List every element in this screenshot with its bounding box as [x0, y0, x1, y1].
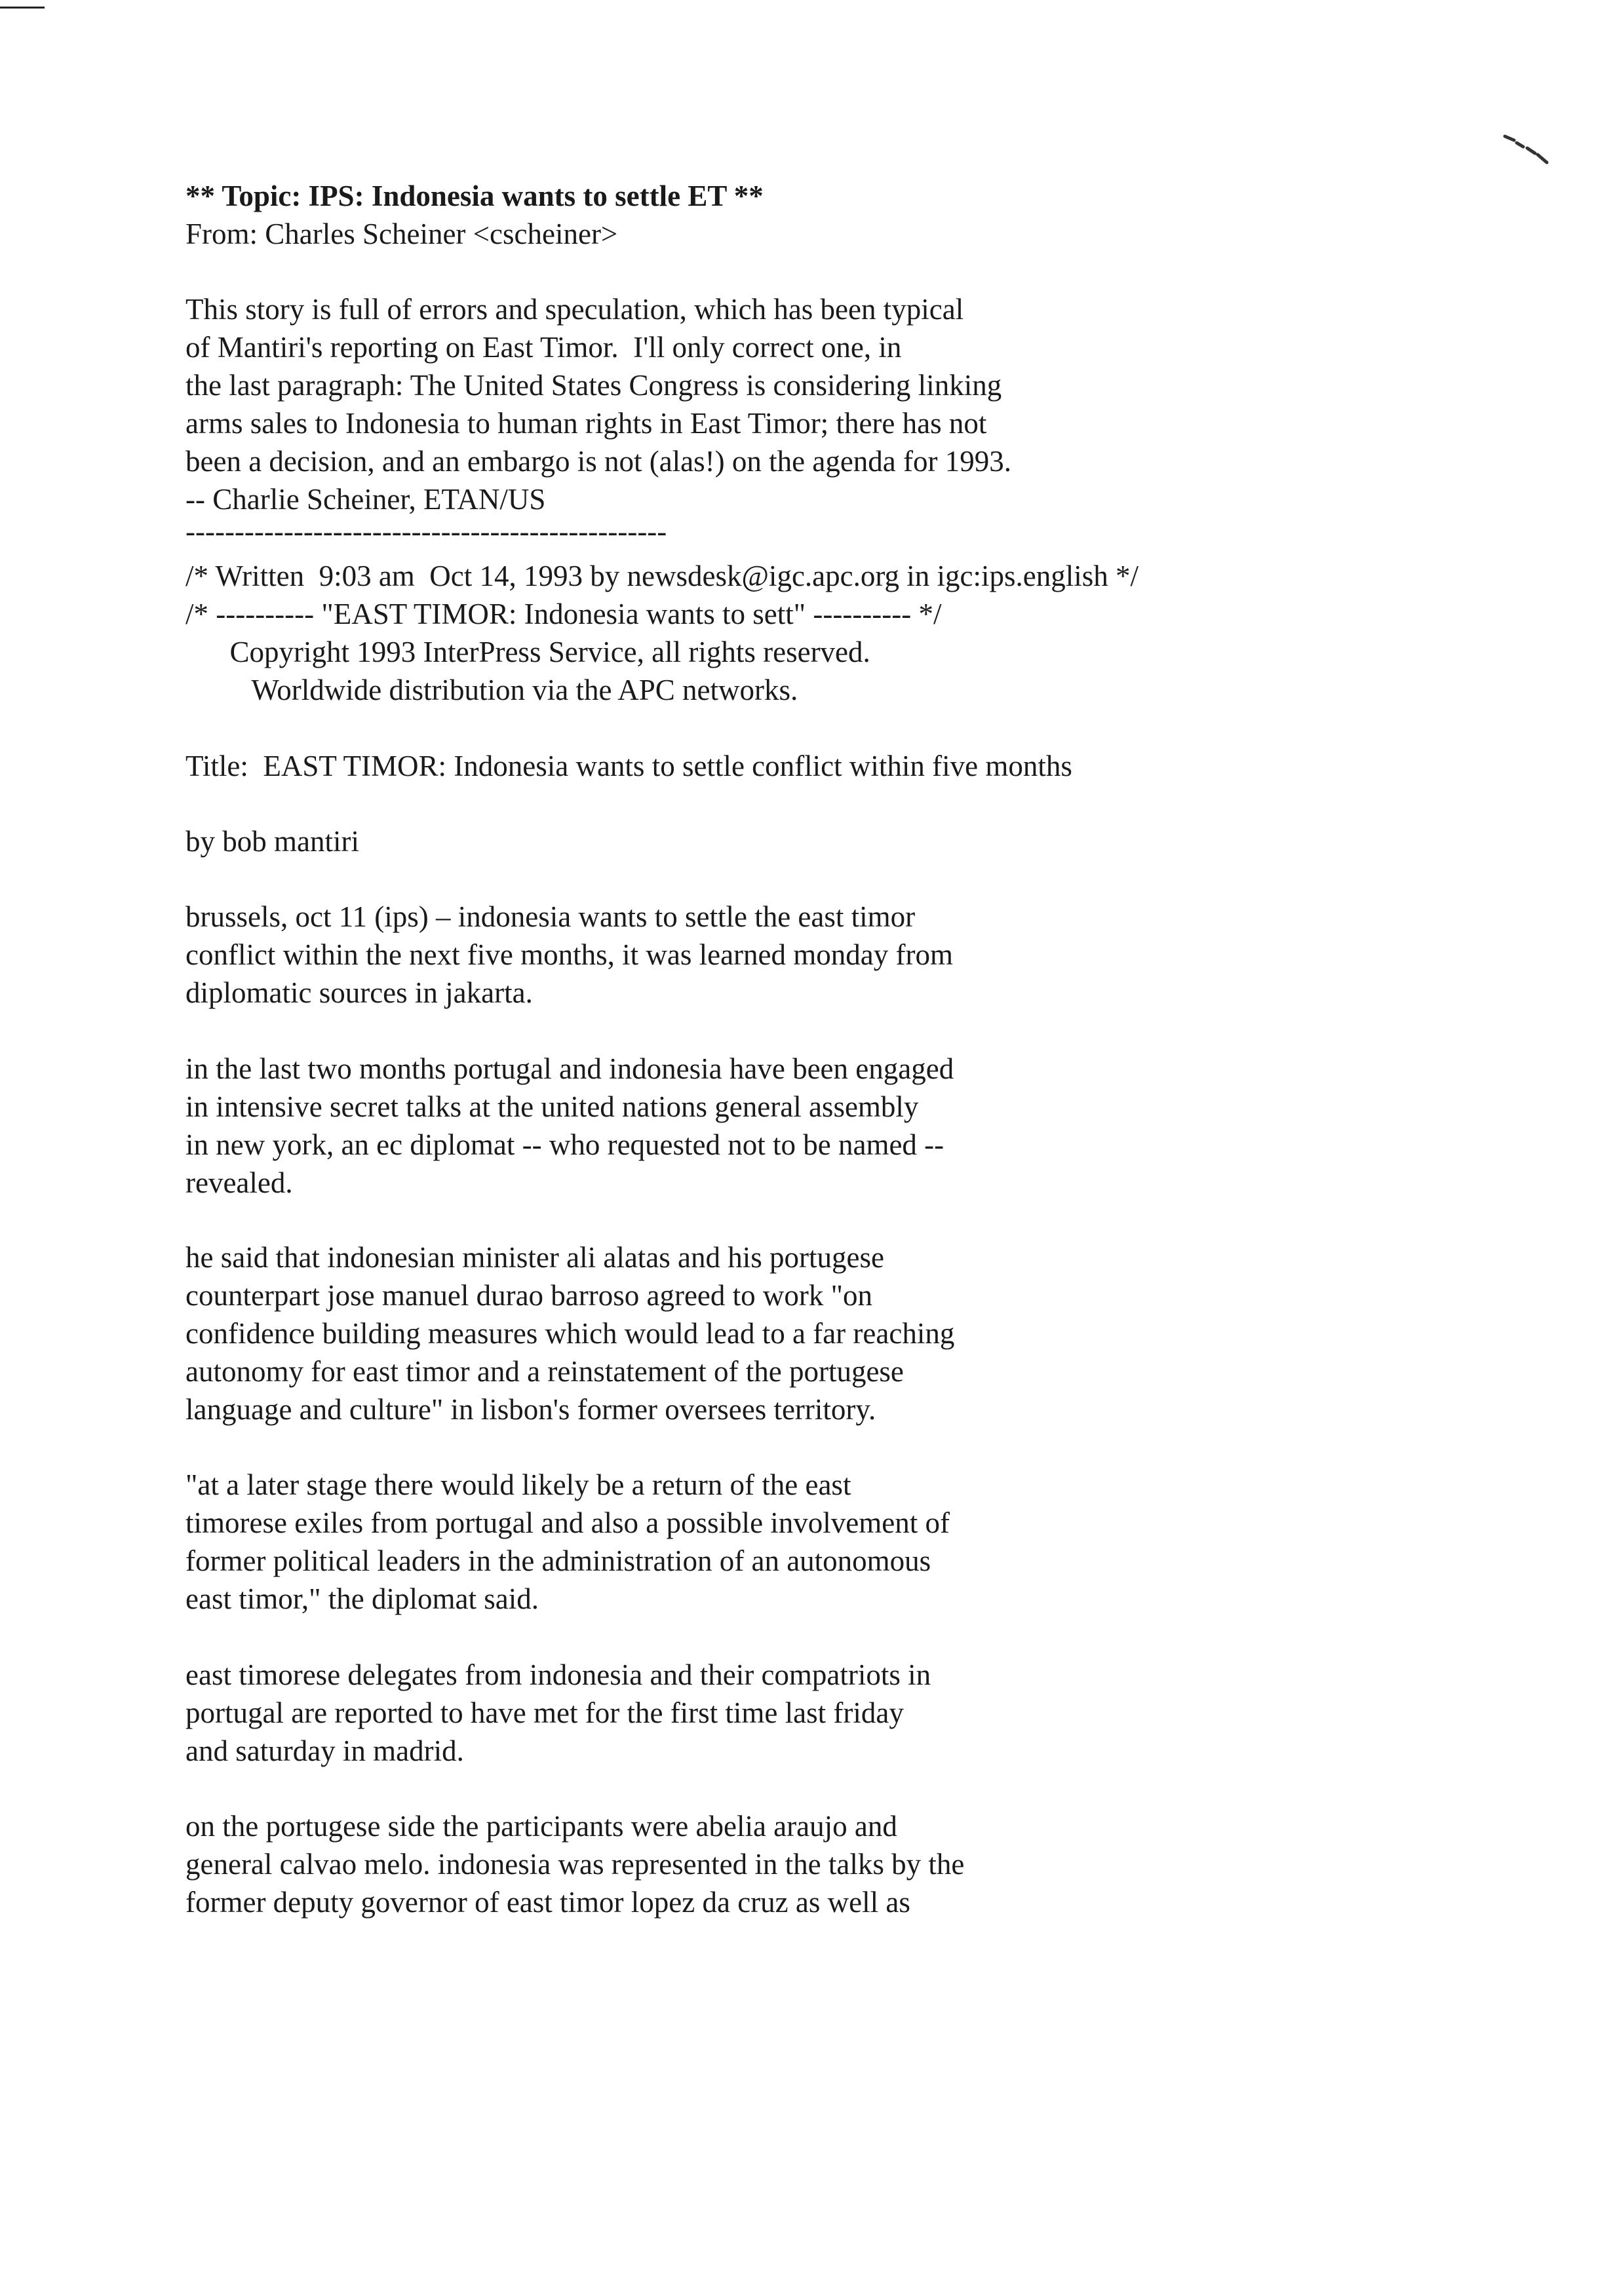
body-line: timorese exiles from portugal and also a possible involvement of — [185, 1506, 950, 1539]
intro-line: been a decision, and an embargo is not (alas!) on the agenda for 1993. — [185, 445, 1011, 478]
body-line: he said that indonesian minister ali alatas and his portugese — [185, 1241, 884, 1274]
body-line: on the portugese side the participants were abelia araujo and — [185, 1810, 897, 1843]
body-line: portugal are reported to have met for the first time last friday — [185, 1696, 904, 1729]
body-line: in new york, an ec diplomat -- who requested not to be named -- — [185, 1128, 944, 1161]
body-line: former political leaders in the administration of an autonomous — [185, 1544, 931, 1577]
signature-line: -- Charlie Scheiner, ETAN/US — [185, 483, 546, 516]
byline: by bob mantiri — [185, 825, 359, 858]
body-line: in intensive secret talks at the united nations general assembly — [185, 1090, 919, 1123]
meta-line: /* Written 9:03 am Oct 14, 1993 by newsdesk@igc.apc.org in igc:ips.english */ — [185, 560, 1139, 592]
body-line: confidence building measures which would lead to a far reaching — [185, 1317, 955, 1350]
body-line: general calvao melo. indonesia was represented in the talks by the — [185, 1848, 965, 1881]
body-line: counterpart jose manuel durao barroso agreed to work "on — [185, 1279, 873, 1312]
body-line: former deputy governor of east timor lopez da cruz as well as — [185, 1886, 910, 1919]
topic-heading: ** Topic: IPS: Indonesia wants to settle ET ** — [185, 180, 764, 212]
from-line: From: Charles Scheiner <cscheiner> — [185, 218, 618, 250]
intro-line: arms sales to Indonesia to human rights in East Timor; there has not — [185, 407, 987, 440]
body-line: autonomy for east timor and a reinstatement of the portugese — [185, 1355, 904, 1388]
intro-line: of Mantiri's reporting on East Timor. I'll only correct one, in — [185, 331, 902, 364]
intro-line: the last paragraph: The United States Congress is considering linking — [185, 369, 1002, 402]
article-title: Title: EAST TIMOR: Indonesia wants to settle conflict within five months — [185, 750, 1072, 782]
body-line: brussels, oct 11 (ips) – indonesia wants to settle the east timor — [185, 900, 916, 933]
intro-line: This story is full of errors and speculation, which has been typical — [185, 293, 964, 326]
body-line: east timor," the diplomat said. — [185, 1582, 539, 1615]
body-line: east timorese delegates from indonesia and their compatriots in — [185, 1658, 931, 1691]
meta-line: /* ---------- "EAST TIMOR: Indonesia wants to sett" ---------- */ — [185, 598, 942, 630]
separator-rule: ------------------------------------------------- — [185, 515, 667, 548]
distribution-line: Worldwide distribution via the APC networks. — [185, 674, 798, 706]
scan-artifact-mark — [1501, 124, 1553, 177]
corner-rule — [0, 7, 45, 9]
body-line: diplomatic sources in jakarta. — [185, 976, 533, 1009]
copyright-line: Copyright 1993 InterPress Service, all rights reserved. — [185, 636, 870, 668]
body-line: "at a later stage there would likely be a return of the east — [185, 1468, 851, 1501]
body-line: revealed. — [185, 1166, 293, 1199]
body-line: and saturday in madrid. — [185, 1734, 464, 1767]
body-line: conflict within the next five months, it was learned monday from — [185, 938, 953, 971]
body-line: in the last two months portugal and indonesia have been engaged — [185, 1052, 954, 1085]
body-line: language and culture" in lisbon's former oversees territory. — [185, 1393, 876, 1426]
